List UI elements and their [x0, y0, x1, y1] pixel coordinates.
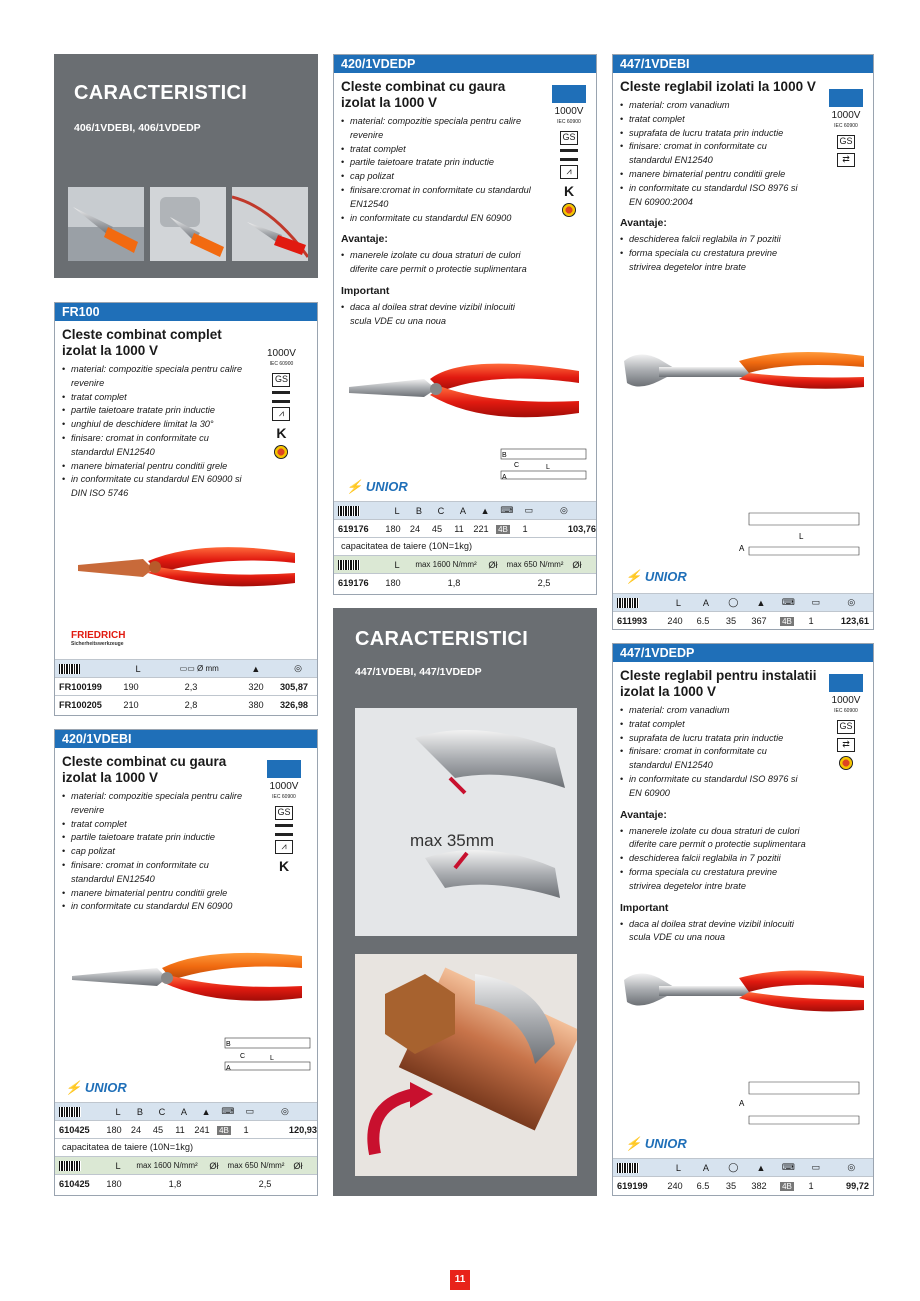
- advantage-item: • manerele izolate cu doua straturi de culori diferite care permit o protectie suplimentara: [341, 249, 531, 277]
- product-panel-447-vdebi: [612, 54, 874, 630]
- jaw-capacity-illustration: [355, 708, 577, 936]
- advantages-heading: Avantaje:: [620, 808, 667, 821]
- adjustable-jaw-icon: ⇄: [837, 738, 855, 752]
- svg-text:A: A: [502, 474, 507, 481]
- quantity-icon: ▭: [811, 1162, 821, 1172]
- gs-approval-icon: GS: [560, 131, 578, 145]
- packaging-icon: ⌨: [781, 1162, 796, 1172]
- packaging-icon: ⌨: [221, 1106, 235, 1116]
- serration-icon: ⩘: [275, 840, 293, 854]
- feature-item: • tratat complet: [620, 718, 810, 732]
- feature-item: • suprafata de lucru tratata prin inductie: [620, 732, 810, 746]
- germany-made-icon: [562, 203, 576, 217]
- product-panel-447-vdedp: [612, 643, 874, 1196]
- capacity-header-row: L max 1600 N/mm² Øł max 650 N/mm² Øł: [334, 555, 596, 573]
- feature-item: • suprafata de lucru tratata prin inductie: [620, 127, 810, 141]
- feature-list: [341, 115, 531, 225]
- vde-1000v-icon: 1000V IEC 60900: [831, 695, 861, 714]
- angle-icon: K: [278, 858, 290, 874]
- certification-icons: [829, 674, 863, 770]
- advantage-item: • manerele izolate cu doua straturi de culori diferite care permit o protectie suplimentara: [620, 825, 810, 853]
- feature-item: • in conformitate cu standardul EN 60900: [341, 212, 531, 226]
- feature-item: • tratat complet: [341, 143, 531, 157]
- panel-header: 447/1VDEDP: [613, 644, 873, 662]
- serration-icon: ⩘: [560, 165, 578, 179]
- weight-icon: ▲: [756, 1162, 766, 1173]
- gs-approval-icon: GS: [275, 806, 293, 820]
- gs-approval-icon: GS: [837, 135, 855, 149]
- quantity-icon: ▭: [245, 1106, 255, 1116]
- capacity-row: 610425 180 1,8 2,5: [55, 1174, 317, 1192]
- weight-icon: ▲: [201, 1106, 211, 1117]
- 447-vdebi-price-table: [613, 593, 873, 629]
- feature-item: • partile taietoare tratate prin inductie: [62, 404, 252, 418]
- advantages-list: [341, 249, 531, 277]
- important-list: [341, 301, 531, 329]
- feature-item: • cap polizat: [62, 845, 252, 859]
- blue-color-swatch: [829, 674, 863, 692]
- feature-item: • finisare: cromat in conformitate cu standardul EN12540: [62, 859, 252, 887]
- barcode-icon: [338, 506, 360, 516]
- characteristics-codes: 447/1VDEBI, 447/1VDEDP: [355, 666, 482, 678]
- svg-text:L: L: [799, 532, 804, 541]
- advantage-item: • deschiderea falcii reglabila in 7 pozitii: [620, 233, 810, 247]
- pliers-usage-photo-2: [150, 187, 226, 261]
- feature-item: • tratat complet: [62, 391, 252, 405]
- 447-vdebi-pliers-image: [619, 341, 869, 411]
- feature-item: • finisare: cromat in conformitate cu standardul EN12540: [620, 140, 810, 168]
- important-item: • daca al doilea strat devine vizibil inlocuiti scula VDE cu una noua: [620, 918, 810, 946]
- svg-text:max 35mm: max 35mm: [410, 831, 495, 850]
- quantity-icon: ▭: [524, 505, 534, 515]
- table-header-row: L B C A ▲ ⌨ ▭ ◎: [334, 501, 596, 519]
- vde-1000v-icon: 1000V IEC 60900: [831, 110, 861, 129]
- feature-item: • in conformitate cu standardul EN 60900 si DIN ISO 5746: [62, 473, 252, 501]
- feature-item: • in conformitate cu standardul EN 60900: [62, 900, 252, 914]
- panel-header: 420/1VDEDP: [334, 55, 596, 73]
- svg-text:A: A: [739, 1099, 745, 1108]
- barcode-icon: [617, 598, 639, 608]
- price-icon: ◎: [294, 663, 303, 673]
- advantages-list: [620, 233, 810, 274]
- feature-item: • in conformitate cu standardul ISO 8976 si EN 60900: [620, 773, 810, 801]
- advantage-item: • deschiderea falcii reglabila in 7 pozitii: [620, 852, 810, 866]
- packaging-icon: ⌨: [500, 505, 514, 515]
- dimension-drawing: [739, 507, 869, 567]
- barcode-icon: [59, 1107, 81, 1117]
- advantages-heading: Avantaje:: [620, 217, 667, 230]
- feature-item: • tratat complet: [620, 113, 810, 127]
- pliers-usage-photo-3: [232, 187, 308, 261]
- vde-1000v-icon: 1000V IEC 60900: [269, 781, 299, 800]
- product-title: Cleste combinat cu gaura izolat la 1000 V: [341, 79, 506, 110]
- important-item: • daca al doilea strat devine vizibil inlocuiti scula VDE cu una noua: [341, 301, 531, 329]
- 420-vdebi-price-table: [55, 1102, 317, 1192]
- feature-item: • material: compozitie speciala pentru calire revenire: [62, 363, 252, 391]
- germany-made-icon: [274, 445, 288, 459]
- 420-vdebi-pliers-image: [67, 938, 307, 1018]
- feature-item: • finisare:cromat in conformitate cu standardul EN12540: [341, 184, 531, 212]
- product-title: Cleste combinat cu gaura izolat la 1000 V: [62, 754, 227, 785]
- feature-item: • partile taietoare tratate prin inductie: [341, 156, 531, 170]
- product-title: Cleste reglabil izolati la 1000 V: [620, 79, 816, 94]
- svg-text:C: C: [514, 462, 520, 469]
- feature-item: • manere bimaterial pentru conditii grele: [620, 168, 810, 182]
- feature-item: • material: crom vanadium: [620, 704, 810, 718]
- advantage-item: • forma speciala cu crestatura previne strivirea degetelor intre brate: [620, 866, 810, 894]
- fr100-price-table: [55, 659, 317, 713]
- svg-text:B: B: [502, 452, 507, 459]
- feature-list: [620, 704, 810, 801]
- barcode-icon: [617, 1163, 639, 1173]
- dimension-drawing: [739, 1076, 869, 1136]
- grip-icon: ◯: [728, 597, 739, 607]
- weight-icon: ▲: [480, 505, 490, 516]
- 420-vdedp-pliers-image: [344, 347, 584, 437]
- unior-logo: ⚡ UNIOR: [65, 1080, 127, 1095]
- chrome-finish-icon: [275, 824, 293, 836]
- table-header-row: L B C A ▲ ⌨ ▭ ◎: [55, 1102, 317, 1120]
- characteristics-title: CARACTERISTICI: [355, 628, 529, 650]
- price-icon: ◎: [847, 597, 856, 607]
- svg-text:L: L: [270, 1055, 274, 1062]
- feature-item: • manere bimaterial pentru conditii grele: [62, 887, 252, 901]
- table-header-row: L A ◯ ▲ ⌨ ▭ ◎: [613, 593, 873, 611]
- feature-item: • manere bimaterial pentru conditii grele: [62, 460, 252, 474]
- svg-text:A: A: [739, 544, 745, 553]
- certification-icons: [267, 349, 296, 459]
- feature-item: • cap polizat: [341, 170, 531, 184]
- table-row: 619199 240 6.5 35 382 4B 1 99,72: [613, 1176, 873, 1194]
- advantage-item: • forma speciala cu crestatura previne strivirea degetelor intre brate: [620, 247, 810, 275]
- unior-logo: ⚡ UNIOR: [346, 479, 408, 494]
- panel-header: 420/1VDEBI: [55, 730, 317, 748]
- grip-icon: ◯: [728, 1162, 739, 1172]
- feature-item: • unghiul de deschidere limitat la 30°: [62, 418, 252, 432]
- capacity-row: 619176 180 1,8 2,5: [334, 573, 596, 591]
- barcode-icon: [59, 1161, 81, 1171]
- feature-item: • in conformitate cu standardul ISO 8976 si EN 60900:2004: [620, 182, 810, 210]
- unior-logo: ⚡ UNIOR: [625, 569, 687, 584]
- col-diameter: ▭▭ Ø mm: [179, 664, 219, 673]
- product-panel-420-vdedp: [333, 54, 597, 595]
- fr100-pliers-image: [73, 533, 303, 603]
- gs-approval-icon: GS: [837, 720, 855, 734]
- feature-item: • finisare: cromat in conformitate cu standardul EN12540: [62, 432, 252, 460]
- pipe-wrench-illustration: [355, 954, 577, 1176]
- feature-item: • material: compozitie speciala pentru calire revenire: [62, 790, 252, 818]
- advantages-list: [620, 825, 810, 894]
- table-header-row: [55, 659, 317, 677]
- panel-header: 447/1VDEBI: [613, 55, 873, 73]
- feature-list: [62, 363, 252, 501]
- vde-1000v-icon: 1000V IEC 60900: [267, 348, 296, 367]
- 447-vdedp-price-table: [613, 1158, 873, 1194]
- characteristics-panel-447: [333, 608, 597, 1196]
- blue-color-swatch: [267, 760, 301, 778]
- angle-30-icon: K: [276, 425, 287, 441]
- table-row: 619176 180 24 45 11 221 4B 1 103,76: [334, 519, 596, 537]
- panel-header: FR100: [55, 303, 317, 321]
- important-list: [620, 918, 810, 946]
- quantity-icon: ▭: [811, 597, 821, 607]
- svg-text:L: L: [546, 464, 550, 471]
- feature-list: [620, 99, 810, 209]
- product-panel-420-vdebi: [54, 729, 318, 1196]
- feature-item: • partile taietoare tratate prin inductie: [62, 831, 252, 845]
- barcode-icon: [338, 560, 360, 570]
- dimension-drawing: [220, 1030, 315, 1080]
- capacity-header-row: L max 1600 N/mm² Øł max 650 N/mm² Øł: [55, 1156, 317, 1174]
- feature-item: • material: crom vanadium: [620, 99, 810, 113]
- advantages-heading: Avantaje:: [341, 233, 388, 246]
- serration-icon: ⩘: [272, 407, 290, 421]
- cutting-capacity-label: capacitatea de taiere (10N=1kg): [334, 537, 596, 555]
- price-icon: ◎: [280, 1106, 290, 1116]
- weight-icon: ▲: [251, 663, 261, 674]
- svg-text:B: B: [226, 1041, 231, 1048]
- blue-color-swatch: [829, 89, 863, 107]
- chrome-finish-icon: [272, 391, 290, 403]
- important-heading: Important: [620, 901, 669, 914]
- 447-vdedp-pliers-image: [619, 960, 869, 1040]
- chrome-finish-icon: [560, 149, 578, 161]
- feature-list: [62, 790, 252, 914]
- pliers-usage-photo-1: [68, 187, 144, 261]
- product-title: Cleste reglabil pentru instalatii izolat la 1000 V: [620, 668, 817, 699]
- table-header-row: L A ◯ ▲ ⌨ ▭ ◎: [613, 1158, 873, 1176]
- angle-icon: K: [563, 183, 575, 199]
- product-panel-fr100: [54, 302, 318, 716]
- dimension-drawing: [496, 443, 591, 488]
- packaging-icon: ⌨: [781, 597, 796, 607]
- page-number: 11: [450, 1270, 470, 1290]
- characteristics-codes: 406/1VDEBI, 406/1VDEDP: [74, 122, 201, 134]
- feature-item: • finisare: cromat in conformitate cu standardul EN12540: [620, 745, 810, 773]
- svg-text:C: C: [240, 1053, 246, 1060]
- barcode-icon: [59, 664, 80, 674]
- gs-approval-icon: GS: [272, 373, 290, 387]
- table-row: 610425 180 24 45 11 241 4B 1 120,93: [55, 1120, 317, 1138]
- feature-item: • tratat complet: [62, 818, 252, 832]
- col-l: L: [135, 663, 141, 674]
- important-heading: Important: [341, 284, 390, 297]
- certification-icons: [267, 760, 301, 874]
- germany-made-icon: [839, 756, 853, 770]
- table-row: 611993 240 6.5 35 367 4B 1 123,61: [613, 611, 873, 629]
- product-title: Cleste combinat complet izolat la 1000 V: [62, 327, 222, 358]
- price-icon: ◎: [847, 1162, 856, 1172]
- certification-icons: [829, 89, 863, 167]
- friedrich-logo: FRIEDRICH Sicherheitswerkzeuge: [71, 630, 126, 647]
- certification-icons: [552, 85, 586, 217]
- unior-logo: ⚡ UNIOR: [625, 1136, 687, 1151]
- characteristics-panel-406: [54, 54, 318, 278]
- adjustable-jaw-icon: ⇄: [837, 153, 855, 167]
- 420-vdedp-price-table: [334, 501, 596, 591]
- blue-color-swatch: [552, 85, 586, 103]
- characteristics-title: CARACTERISTICI: [74, 82, 248, 104]
- cutting-capacity-label: capacitatea de taiere (10N=1kg): [55, 1138, 317, 1156]
- vde-1000v-icon: 1000V IEC 60900: [554, 106, 584, 125]
- table-row: FR100199 190 2,3 320 305,87: [55, 677, 317, 695]
- table-row: FR100205 210 2,8 380 326,98: [55, 695, 317, 713]
- svg-text:A: A: [226, 1065, 231, 1072]
- feature-item: • material: compozitie speciala pentru calire revenire: [341, 115, 531, 143]
- weight-icon: ▲: [756, 597, 766, 608]
- price-icon: ◎: [559, 505, 569, 515]
